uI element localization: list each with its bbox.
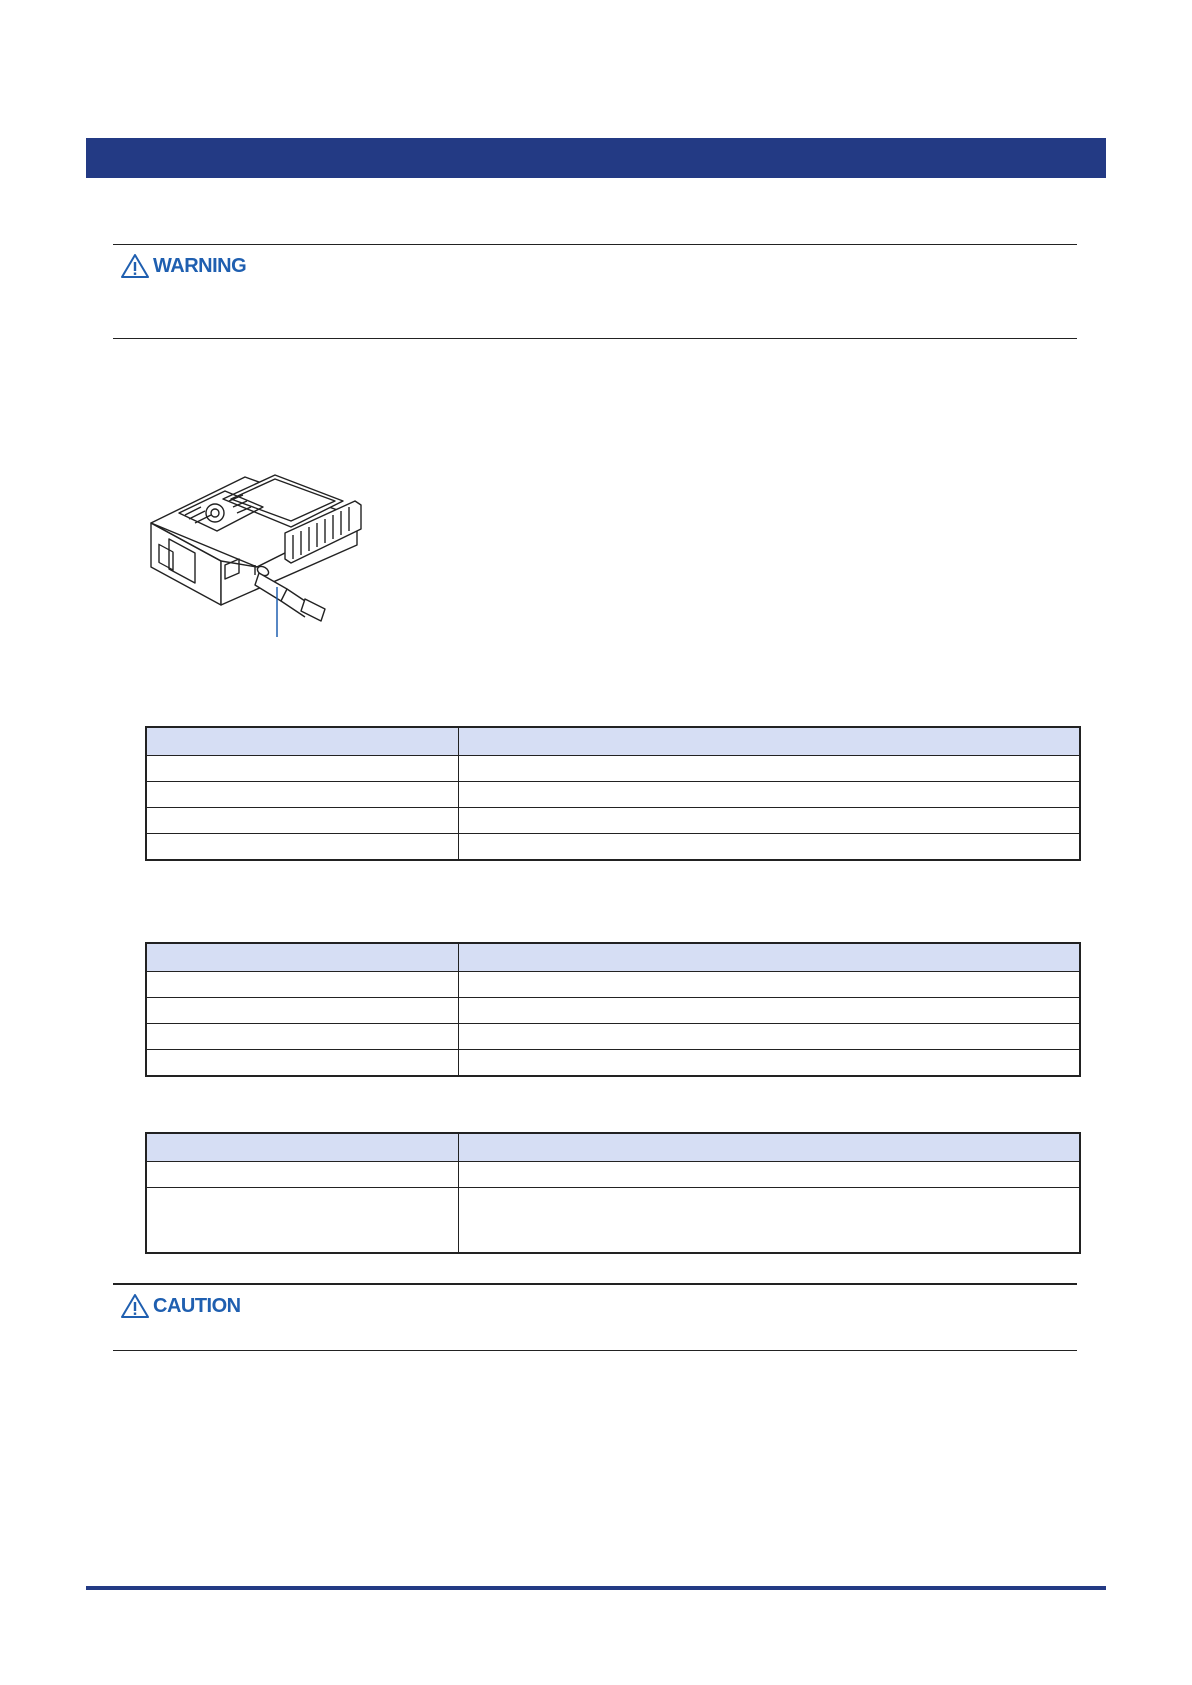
table-header-row [146,1133,1080,1162]
table-cell [146,1188,459,1254]
table-cell [459,834,1081,861]
caution-label-text: CAUTION [153,1294,241,1317]
table-cell [459,1024,1081,1050]
table-header-cell [146,727,459,756]
table-cell [146,782,459,808]
table-header-row [146,943,1080,972]
warning-label-text: WARNING [153,254,247,277]
table-cell [459,756,1081,782]
spec-table-3 [145,1132,1081,1254]
device-illustration [145,455,390,635]
spec-table-1 [145,726,1081,861]
table-header-cell [146,943,459,972]
table-cell [146,1162,459,1188]
table-cell [146,808,459,834]
warning-label [120,253,246,279]
table-row [146,782,1080,808]
table-cell [459,1162,1081,1188]
table-row [146,834,1080,861]
table-header-cell [146,1133,459,1162]
table-row [146,972,1080,998]
caution-label [120,1293,241,1319]
caution-triangle-icon [120,1293,150,1319]
table-cell [146,1024,459,1050]
table-cell [146,972,459,998]
footer-rule [86,1586,1106,1590]
table-header-cell [459,727,1081,756]
table-row [146,808,1080,834]
table-header-cell [459,1133,1081,1162]
table-header-row [146,727,1080,756]
table-row [146,1024,1080,1050]
caution-box [113,1283,1077,1351]
warning-triangle-icon [120,253,150,279]
table-cell [459,1188,1081,1254]
spec-table-2 [145,942,1081,1077]
table-row [146,1050,1080,1077]
table-cell [146,998,459,1024]
section-header-bar [86,138,1106,178]
table-cell [459,1050,1081,1077]
warning-box [113,244,1077,339]
table-header-cell [459,943,1081,972]
table-cell [459,782,1081,808]
table-row [146,1162,1080,1188]
table-cell [459,998,1081,1024]
table-row [146,756,1080,782]
table-cell [146,1050,459,1077]
table-cell [459,972,1081,998]
table-row [146,1188,1080,1254]
table-cell [146,756,459,782]
table-row [146,998,1080,1024]
table-cell [146,834,459,861]
table-cell [459,808,1081,834]
